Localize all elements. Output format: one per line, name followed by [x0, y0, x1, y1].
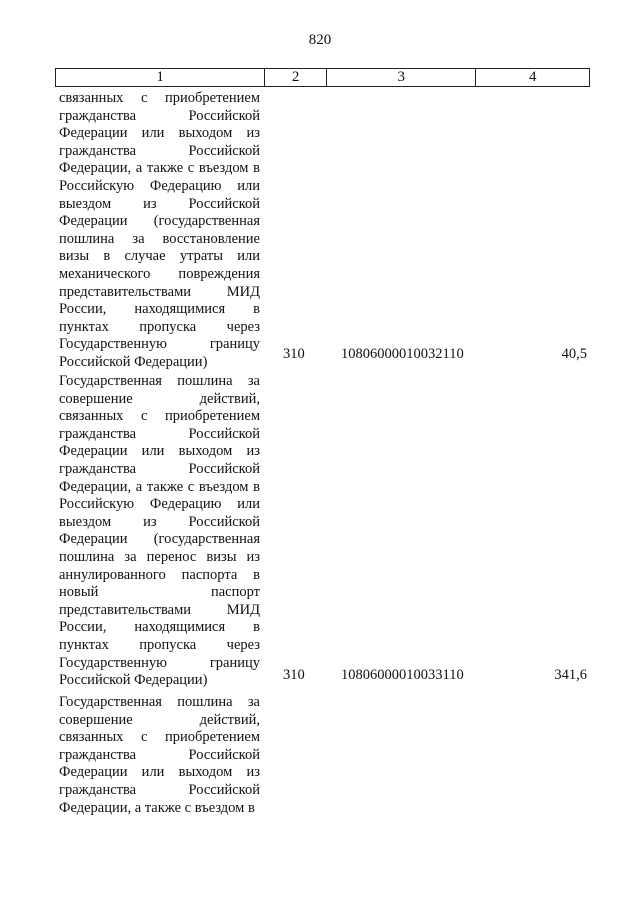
row-amount: 341,6 — [554, 667, 587, 683]
description-line: Федерации, а также с въездом в — [59, 799, 255, 816]
description-line: гражданства Российской — [59, 107, 260, 124]
description-line: гражданства Российской — [59, 425, 260, 442]
description-line: механического повреждения — [59, 265, 260, 282]
description-line: представительствами МИД — [59, 601, 260, 618]
description-line: Федерации или выходом из — [59, 764, 260, 781]
row-description — [59, 90, 260, 372]
description-line: совершение действий, — [59, 390, 260, 407]
description-line: Российской Федерации) — [59, 672, 208, 689]
description-line: Федерации (государственная — [59, 213, 260, 230]
description-line: Федерации (государственная — [59, 531, 260, 548]
description-line: Российскую Федерацию или — [59, 177, 260, 194]
description-line: гражданства Российской — [59, 781, 260, 798]
row-kbk: 10806000010033110 — [341, 667, 464, 683]
description-line: Государственную границу — [59, 654, 260, 671]
table-header — [55, 68, 590, 87]
row-amount: 40,5 — [561, 346, 587, 362]
description-line: Федерации или выходом из — [59, 125, 260, 142]
header-col-1: 1 — [56, 69, 265, 86]
row-code: 310 — [283, 346, 305, 362]
description-line: Государственная пошлина за — [59, 694, 260, 710]
description-line: представительствами МИД — [59, 283, 260, 300]
description-line: Федерации или выходом из — [59, 443, 260, 460]
description-line: России, находящимися в — [59, 301, 260, 318]
description-line: аннулированного паспорта в — [59, 566, 260, 583]
description-line: пунктах пропуска через — [59, 318, 260, 335]
description-line: Государственная пошлина за — [59, 373, 260, 389]
description-line: связанных с приобретением — [59, 408, 260, 425]
row-description — [59, 694, 260, 817]
header-col-4: 4 — [528, 69, 537, 85]
header-col-2: 2 — [265, 69, 327, 86]
description-line: России, находящимися в — [59, 619, 260, 636]
row-kbk: 10806000010032110 — [341, 346, 464, 362]
description-line: визы в случае утраты или — [59, 248, 260, 265]
row-description — [59, 373, 260, 690]
description-line: пошлина за восстановление — [59, 230, 260, 247]
description-line: Российской Федерации) — [59, 353, 208, 370]
description-line: выездом из Российской — [59, 513, 260, 530]
description-line: совершение действий, — [59, 711, 260, 728]
description-line: Федерации, а также с въездом в — [59, 478, 260, 495]
description-line: пошлина за перенос визы из — [59, 548, 260, 565]
description-line: новый паспорт — [59, 584, 260, 601]
description-line: Государственную границу — [59, 336, 260, 353]
header-col-3: 3 — [327, 69, 476, 86]
row-code: 310 — [283, 667, 305, 683]
description-line: гражданства Российской — [59, 746, 260, 763]
page-number: 820 — [308, 32, 332, 48]
description-line: связанных с приобретением — [59, 729, 260, 746]
description-line: гражданства Российской — [59, 142, 260, 159]
description-line: выездом из Российской — [59, 195, 260, 212]
description-line: гражданства Российской — [59, 460, 260, 477]
description-line: Федерации, а также с въездом в — [59, 160, 260, 177]
description-line: связанных с приобретением — [59, 90, 260, 106]
description-line: пунктах пропуска через — [59, 636, 260, 653]
description-line: Российскую Федерацию или — [59, 496, 260, 513]
